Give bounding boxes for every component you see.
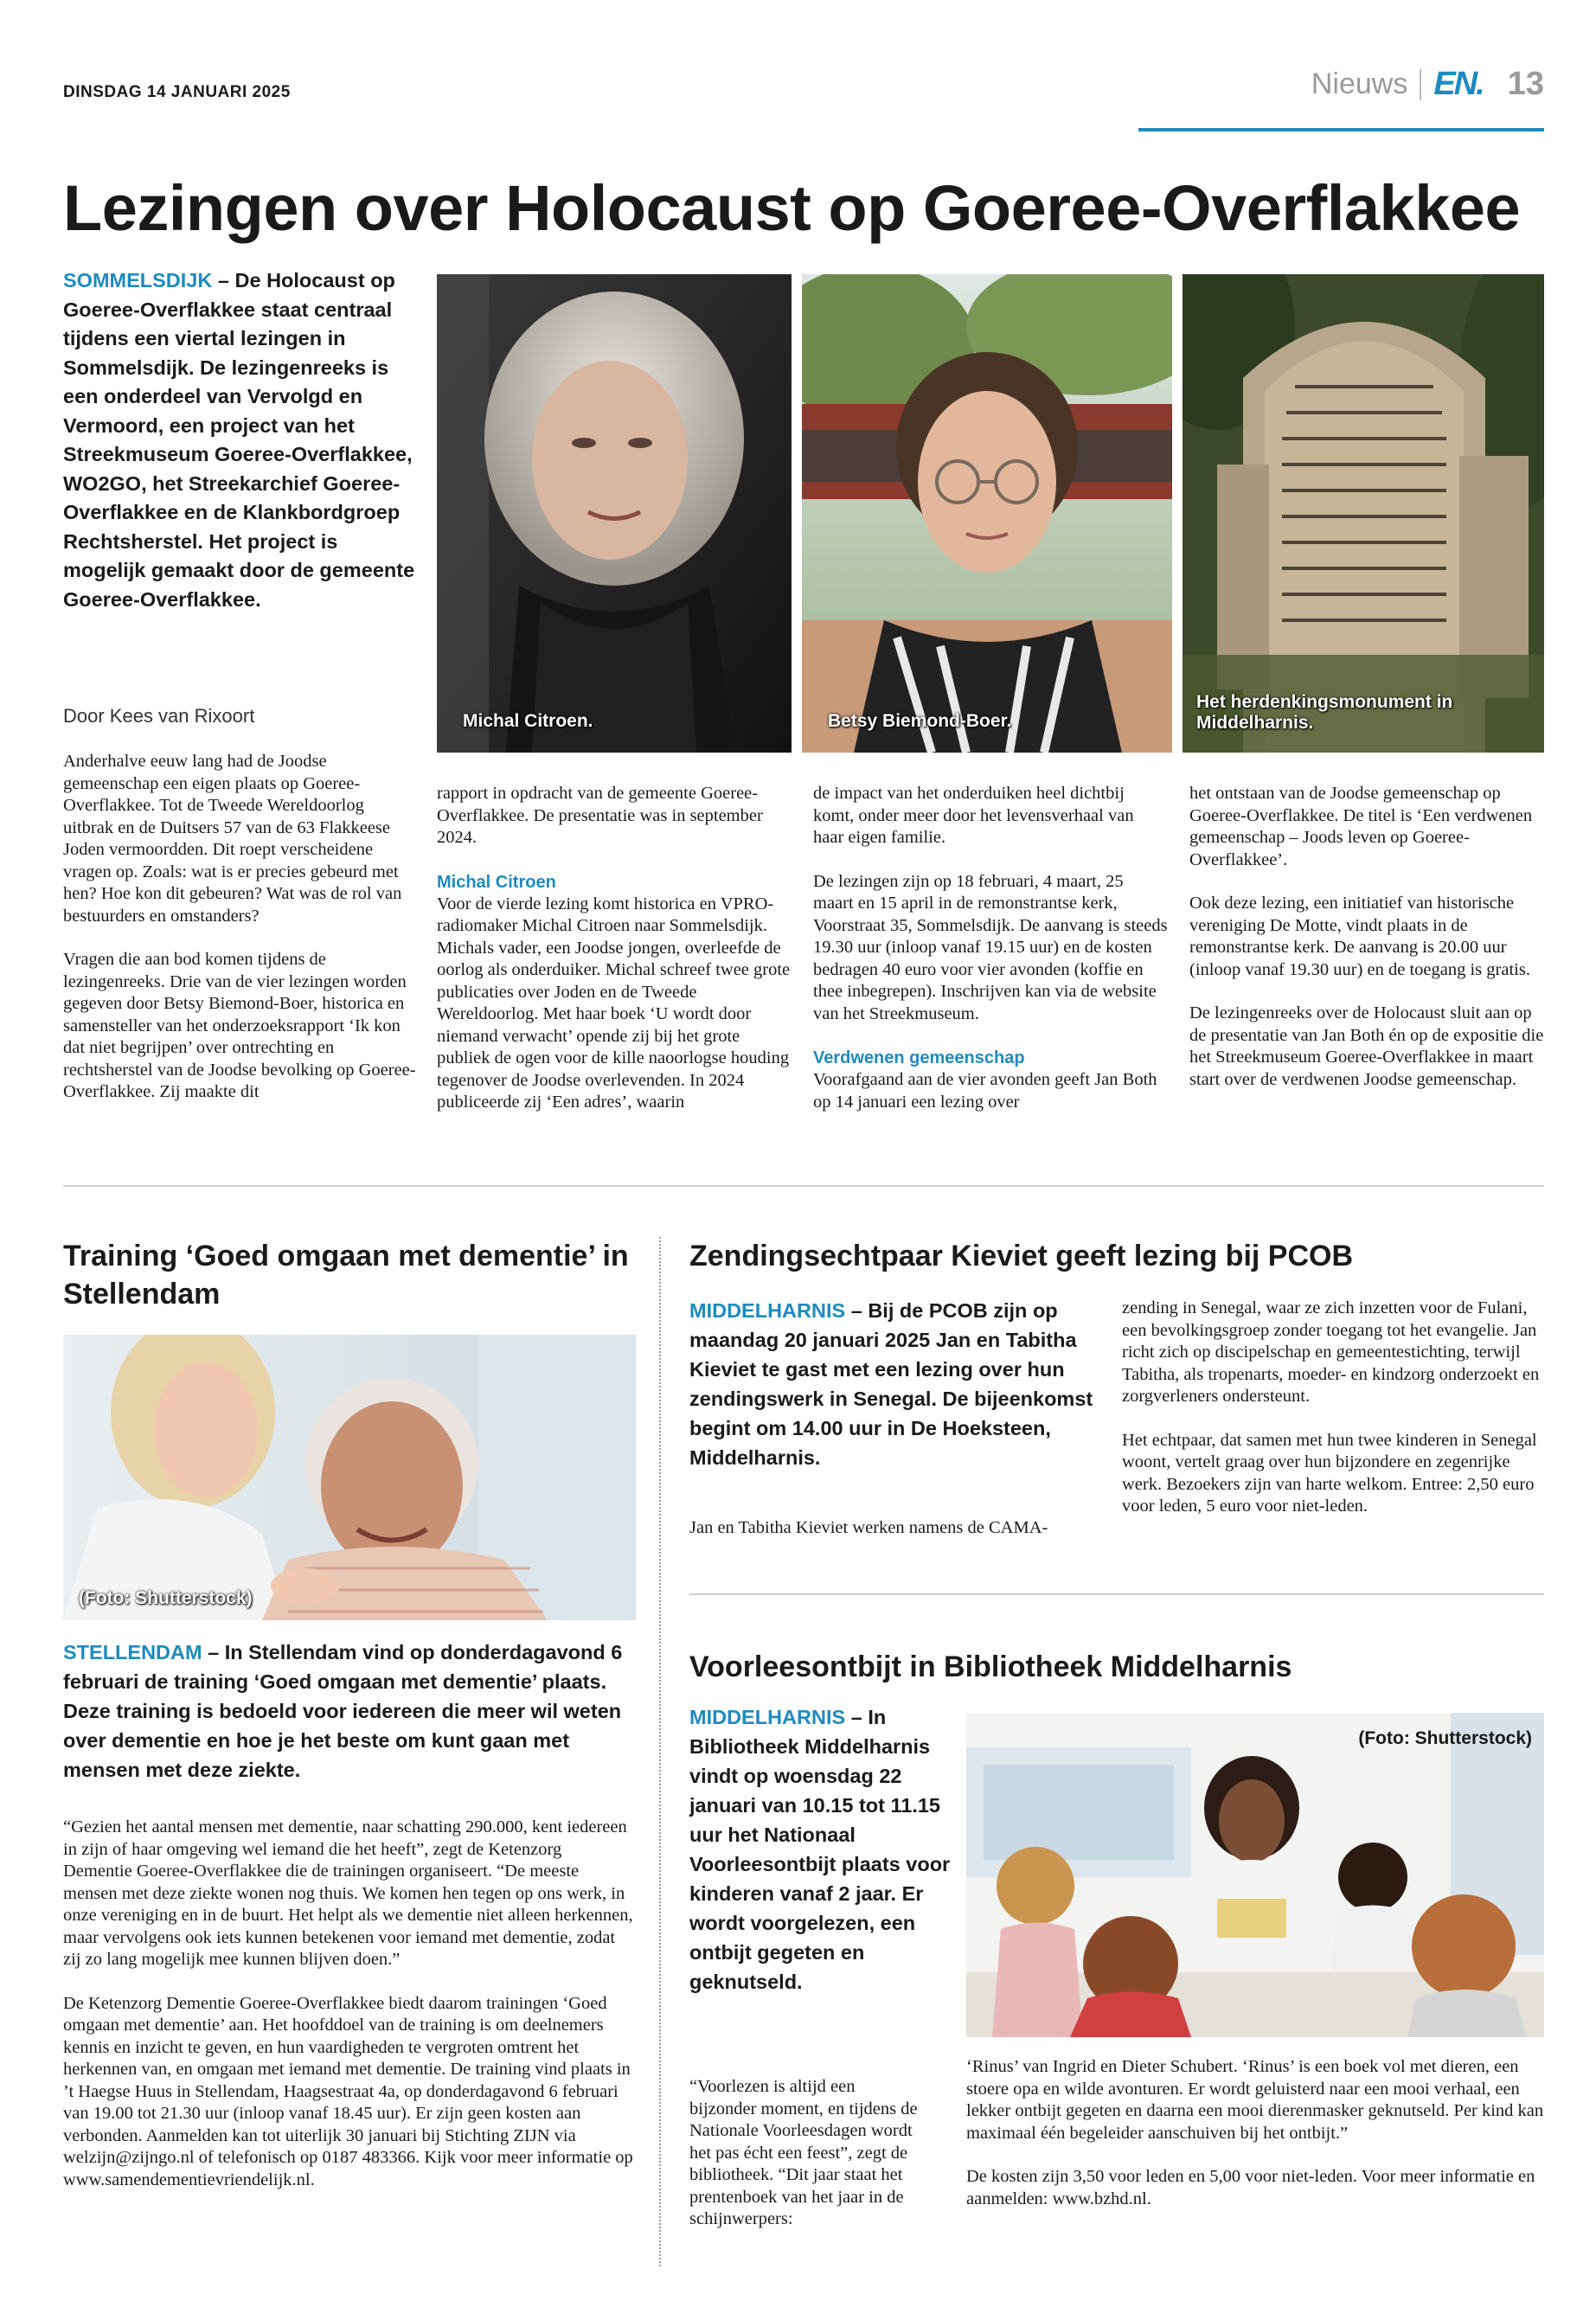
memorial-monument — [1183, 274, 1544, 753]
issue-date: DINSDAG 14 JANUARI 2025 — [63, 83, 291, 101]
article1-paragraph: de impact van het onderduiken heel dichtbij komt, onder meer door het levensverhaal van haar eigen familie. — [813, 784, 1134, 847]
article4-paragraph: ‘Rinus’ van Ingrid en Dieter Schubert. ‘Rinus’ is een boek vol met dieren, een stoere opa en wilde avonturen. Er wordt geluisterd naar een mooi verhaal, een lekker ontbijt gegeten en daarna een mooi dierenmasker geknutseld. Per kind kan maximaal één begeleider aanschuiven bij het ontbijt.” — [966, 2057, 1544, 2143]
article1-column-1 — [63, 751, 418, 1104]
portrait-woman-glasses — [802, 274, 1172, 753]
article1-paragraph: Vragen die aan bod komen tijdens de lezingenreeks. Drie van de vier lezingen worden gegeven door Betsy Biemond-Boer, historica en samensteller van het onderzoeksrapport ‘Ik kon dat niet begrijpen’ over ontrechting en rechtsherstel van de Joodse bevolking op Goeree-Overflakkee. Zij maakte dit — [63, 950, 416, 1101]
article3-paragraph: zending in Senegal, waar ze zich inzetten voor de Fulani, een bevolkingsgroep zonder toegang tot het evangelie. Jan richt zich op discipelschap en gemeentestichting, terwijl Tabitha, als tropenarts, moeder- en kindzorg onderzoekt en zorgverleners ondersteunt. — [1122, 1298, 1540, 1406]
article1-paragraph: Voorafgaand aan de vier avonden geeft Jan Both op 14 januari een lezing over — [813, 1070, 1157, 1112]
elderly-man-and-caregiver — [63, 1335, 636, 1620]
newspaper-logo: EN. — [1433, 66, 1484, 102]
article2-lead-sep: – — [202, 1641, 225, 1663]
column-divider — [659, 1237, 661, 2266]
article3-column-2 — [1122, 1298, 1544, 1518]
header-rule — [1138, 128, 1544, 131]
article4-lead-location: MIDDELHARNIS — [689, 1706, 846, 1728]
article1-paragraph: Anderhalve eeuw lang had de Joodse gemeenschap een eigen plaats op Goeree-Overflakkee. Tot de Tweede Wereldoorlog uitbrak en de Duitsers 57 van de 63 Flakkeese Joden vermoordden. Dit roept verscheidene vragen op. Zoals: wat is er precies gebeurd met hen? Hoe kon dit gebeuren? Wat was de rol van bestuurders en omstanders? — [63, 752, 402, 926]
article4-column-1 — [689, 2076, 923, 2231]
section-divider — [689, 1593, 1544, 1595]
article4-lead — [689, 1702, 966, 1997]
article3-lead — [689, 1296, 1105, 1472]
article2-paragraph: “Gezien het aantal mensen met dementie, naar schatting 290.000, kent iedereen in zijn of haar omgeving wel iemand die het heeft”, zegt de Ketenzorg Dementie Goeree-Overflakkee die de trainingen organiseert. “De meeste mensen met deze ziekte wonen nog thuis. We komen hen tegen op ons werk, in onze vereniging en in de buurt. Het helpt als we dementie niet alleen herkennen, maar vervolgens ook iets kunnen betekenen voor iemand met dementie, zodat zij zo lang mogelijk mee kunnen blijven doen.” — [63, 1817, 633, 1969]
article1-paragraph: rapport in opdracht van de gemeente Goeree-Overflakkee. De presentatie was in september 2024. — [437, 784, 763, 847]
article2-lead — [63, 1638, 651, 1785]
article1-lead-sep: – — [212, 269, 235, 292]
article2-paragraph: De Ketenzorg Dementie Goeree-Overflakkee biedt daarom trainingen ‘Goed omgaan met dementie’ aan. Het hoofddoel van de training is om deelnemers kennis en inzicht te geven, en hun vaardigheden te vergroten omtrent het herkennen van, en omgaan met iemand met dementie. De training vind plaats in ’t Haegse Huus in Stellendam, Haagsestraat 4a, op donderdagavond 6 februari van 19.00 tot 21.30 uur (inloop vanaf 18.45 uur). Er zijn geen kosten aan verbonden. Aanmelden kan tot uiterlijk 30 januari bij Stichting ZIJN via welzijn@zijngo.nl of telefonisch op 0187 483366. Kijk voor meer informatie op www.samendementievriendelijk.nl. — [63, 1993, 633, 2189]
article2-photo-credit: (Foto: Shutterstock) — [79, 1588, 253, 1608]
photo-voorleesontbijt — [966, 1713, 1544, 2037]
caption-michal-citroen: Michal Citroen. — [463, 711, 593, 731]
article3-lead-text: Bij de PCOB zijn op maandag 20 januari 2025 Jan en Tabitha Kieviet te gast met een lezing over hun zendingswerk in Senegal. De bijeenkomst begint om 14.00 uur in De Hoeksteen, Middelharnis. — [689, 1299, 1093, 1469]
article1-paragraph: Ook deze lezing, een initiatief van historische vereniging De Motte, vindt plaats in de remonstrantse kerk. De aanvang is 20.00 uur (inloop vanaf 19.30 uur) en de toegang is gratis. — [1189, 894, 1530, 979]
page-header — [1311, 66, 1544, 103]
photo-herdenkingsmonument — [1183, 274, 1544, 753]
article1-subhead-verdwenen-gemeenschap: Verdwenen gemeenschap — [813, 1048, 1025, 1067]
photo-betsy-biemond-boer — [802, 274, 1172, 753]
article1-paragraph: Voor de vierde lezing komt historica en VPRO-radiomaker Michal Citroen naar Sommelsdijk. Michals vader, een Joodse jongen, overleefde de oorlog als onderduiker. Michal schreef twee grote publicaties over Joden en de Tweede Wereldoorlog. Met haar boek ‘U wordt door niemand verwacht’ opende zij bij het grote publiek de ogen voor de kille naoorlogse houding tegenover de Joodse overlevenden. In 2024 publiceerde zij ‘Een adres’, waarin — [437, 894, 791, 1112]
article3-headline: Zendingsechtpaar Kieviet geeft lezing bij PCOB — [689, 1240, 1354, 1272]
article1-paragraph: De lezingenreeks over de Holocaust sluit aan op de presentatie van Jan Both én op de expositie die het Streekmuseum Goeree-Overflakkee in maart start over de verdwenen Joodse gemeenschap. — [1189, 1003, 1544, 1089]
article3-column-1 — [689, 1517, 1105, 1540]
article1-paragraph: het ontstaan van de Joodse gemeenschap op Goeree-Overflakkee. De titel is ‘Een verdwenen gemeenschap – Joods leven op Goeree-Overflakkee’. — [1189, 784, 1533, 869]
section-divider — [63, 1185, 1544, 1187]
article2-lead-location: STELLENDAM — [63, 1641, 202, 1663]
article1-subhead-michal-citroen: Michal Citroen — [437, 872, 556, 892]
reading-to-children — [966, 1713, 1544, 2037]
article4-lead-text: In Bibliotheek Middelharnis vindt op woensdag 22 januari van 10.15 tot 11.15 uur het Nationaal Voorleesontbijt plaats voor kinderen vanaf 2 jaar. Er wordt voorgelezen, een ontbijt gegeten en geknutseld. — [689, 1706, 951, 1993]
article1-column-2 — [437, 783, 792, 1114]
article1-paragraph: De lezingen zijn op 18 februari, 4 maart, 25 maart en 15 april in de remonstrantse kerk, Voorstraat 35, Sommelsdijk. De aanvang is steeds 19.30 uur (inloop vanaf 19.15 uur) en de kosten bedragen 40 euro voor vier avonden (koffie en thee inbegrepen). Inschrijven kan via de website van het Streekmuseum. — [813, 871, 1168, 1023]
article3-paragraph: Het echtpaar, dat samen met hun twee kinderen in Senegal woont, vertelt graag over hun bijzondere en zegenrijke werk. Bezoekers zijn van harte welkom. Entree: 2,50 euro voor leden, 5 euro voor niet-leden. — [1122, 1430, 1537, 1516]
photo-michal-citroen — [437, 274, 792, 753]
article4-column-2 — [966, 2056, 1544, 2210]
article1-headline: Lezingen over Holocaust op Goeree-Overflakkee — [63, 172, 1521, 244]
article3-lead-sep: – — [845, 1299, 869, 1322]
caption-herdenkingsmonument: Het herdenkingsmonument in Middelharnis. — [1196, 692, 1453, 733]
article4-paragraph: De kosten zijn 3,50 voor leden en 5,00 voor niet-leden. Voor meer informatie en aanmelden: www.bzhd.nl. — [966, 2167, 1535, 2208]
article4-paragraph: “Voorlezen is altijd een bijzonder moment, en tijdens de Nationale Voorleesdagen wordt het pas écht een feest”, zegt de bibliotheek. “Dit jaar staat het prentenboek van het jaar in de schijnwerpers: — [689, 2077, 918, 2228]
page-number: 13 — [1507, 66, 1544, 102]
article4-headline: Voorleesontbijt in Bibliotheek Middelharnis — [689, 1650, 1292, 1683]
caption-betsy-biemond-boer: Betsy Biemond-Boer. — [828, 711, 1012, 731]
article1-lead-location: SOMMELSDIJK — [63, 269, 213, 292]
article1-lead — [63, 266, 418, 614]
article2-body — [63, 1817, 634, 2191]
article2-lead-text: In Stellendam vind op donderdagavond 6 februari de training ‘Goed omgaan met dementie’ plaats. Deze training is bedoeld voor iedereen die meer wil weten over dementie en hoe je het beste om kunt gaan met mensen met deze ziekte. — [63, 1641, 623, 1781]
portrait-woman-grey-hair — [437, 274, 792, 753]
article1-byline: Door Kees van Rixoort — [63, 705, 255, 727]
article3-lead-location: MIDDELHARNIS — [689, 1299, 846, 1322]
article4-photo-credit: (Foto: Shutterstock) — [1358, 1728, 1532, 1748]
header-divider — [1420, 69, 1421, 100]
article2-headline: Training ‘Goed omgaan met dementie’ in Stellendam — [63, 1240, 629, 1311]
article3-paragraph: Jan en Tabitha Kieviet werken namens de CAMA- — [689, 1518, 1048, 1537]
section-label: Nieuws — [1311, 67, 1408, 100]
article1-column-3 — [813, 783, 1168, 1113]
article1-lead-text: De Holocaust op Goeree-Overflakkee staat centraal tijdens een viertal lezingen in Sommelsdijk. De lezingenreeks is een onderdeel van Vervolgd en Vermoord, een project van het Streekmuseum Goeree-Overflakkee, WO2GO, het Streekarchief Goeree-Overflakkee en de Klankbordgroep Rechtsherstel. Het project is mogelijk gemaakt door de gemeente Goeree-Overflakkee. — [63, 269, 415, 611]
photo-dementie — [63, 1335, 636, 1620]
article4-lead-sep: – — [845, 1706, 869, 1728]
article1-column-4 — [1189, 783, 1544, 1091]
